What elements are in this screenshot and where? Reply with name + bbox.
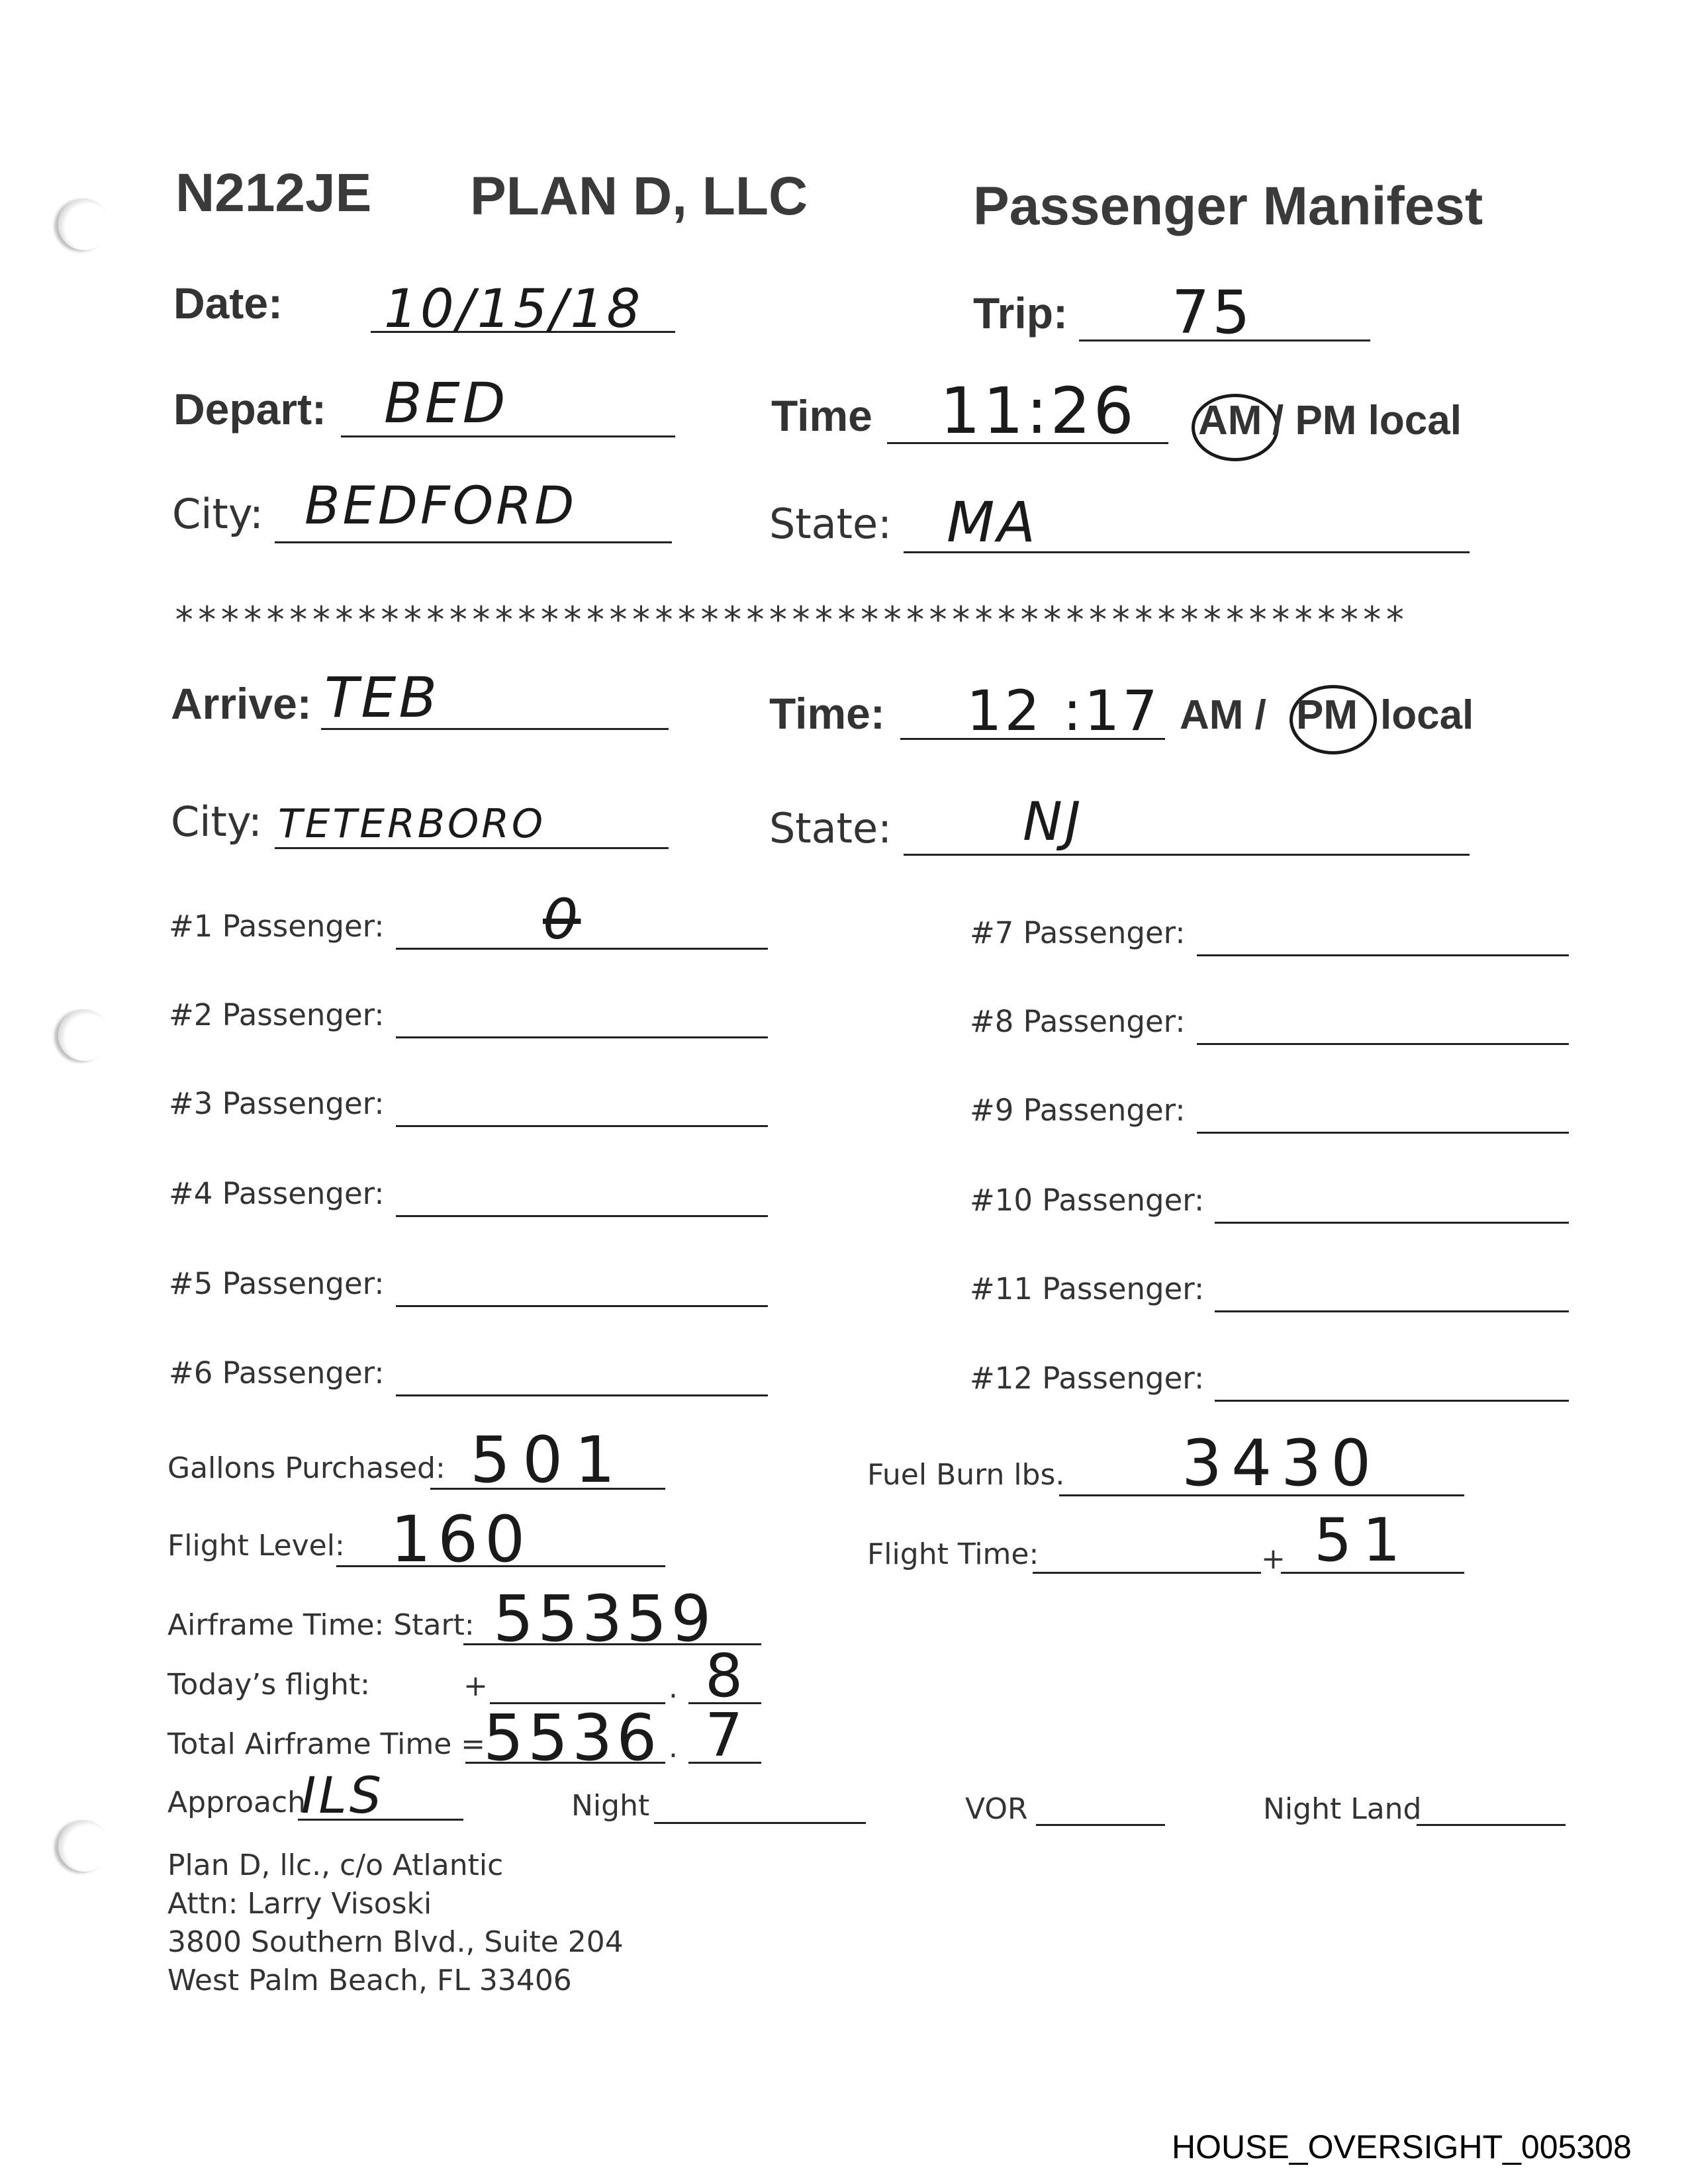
depart-city-field-line bbox=[275, 541, 672, 543]
passenger-field-line bbox=[1215, 1222, 1569, 1224]
trip-value[interactable]: 75 bbox=[1172, 278, 1253, 347]
punch-hole-middle bbox=[58, 1009, 110, 1061]
depart-state-label: State: bbox=[769, 500, 892, 548]
punch-hole-bottom bbox=[58, 1820, 110, 1872]
passenger-label: #6 Passenger: bbox=[169, 1355, 385, 1390]
passenger-field-line bbox=[396, 948, 768, 950]
night-field-line bbox=[654, 1822, 866, 1824]
todays-flight-value[interactable]: 8 bbox=[705, 1641, 746, 1711]
flight-level-value[interactable]: 160 bbox=[391, 1502, 532, 1576]
arrive-city-field-line bbox=[275, 847, 669, 849]
night-land-field-line bbox=[1417, 1824, 1566, 1826]
arrive-state-value[interactable]: NJ bbox=[1023, 791, 1084, 852]
depart-state-value[interactable]: MA bbox=[947, 490, 1038, 555]
arrive-value[interactable]: TEB bbox=[324, 665, 440, 730]
total-airframe-value[interactable]: 5536 bbox=[483, 1701, 661, 1775]
depart-am-option[interactable]: AM bbox=[1198, 398, 1262, 443]
passenger-field-line bbox=[396, 1125, 768, 1127]
form-title: Passenger Manifest bbox=[973, 176, 1483, 236]
passenger-field-line bbox=[396, 1394, 768, 1396]
punch-hole-top bbox=[58, 199, 110, 250]
todays-flight-plus: + bbox=[463, 1669, 488, 1703]
section-separator: ****************************************************** bbox=[173, 599, 1407, 641]
depart-label: Depart: bbox=[173, 385, 327, 433]
passenger-field-line bbox=[1197, 1132, 1569, 1134]
todays-flight-dot: . bbox=[669, 1671, 678, 1705]
approach-value[interactable]: ILS bbox=[301, 1766, 384, 1825]
bates-number: HOUSE_OVERSIGHT_005308 bbox=[1172, 2128, 1632, 2165]
vor-label: VOR bbox=[965, 1792, 1028, 1826]
flight-level-label: Flight Level: bbox=[167, 1529, 345, 1563]
arrive-time-value[interactable]: 12 :17 bbox=[966, 678, 1160, 743]
flight-time-value[interactable]: 51 bbox=[1314, 1506, 1411, 1575]
todays-flight-label: Today’s flight: bbox=[167, 1668, 370, 1702]
arrive-am-option[interactable]: AM / bbox=[1180, 692, 1266, 738]
address-line-1: Plan D, llc., c/o Atlantic bbox=[167, 1848, 504, 1882]
arrive-label: Arrive: bbox=[171, 679, 312, 728]
passenger-1-value[interactable]: 0 bbox=[543, 887, 581, 952]
passenger-label: #7 Passenger: bbox=[970, 915, 1186, 950]
passenger-field-line bbox=[1197, 954, 1569, 956]
approach-label: Approach bbox=[167, 1786, 306, 1819]
passenger-label: #5 Passenger: bbox=[169, 1266, 385, 1301]
date-value[interactable]: 10/15/18 bbox=[384, 278, 643, 340]
date-label: Date: bbox=[173, 279, 283, 328]
passenger-label: #2 Passenger: bbox=[169, 997, 385, 1032]
address-line-2: Attn: Larry Visoski bbox=[167, 1887, 432, 1921]
passenger-label: #1 Passenger: bbox=[169, 909, 385, 944]
trip-label: Trip: bbox=[973, 289, 1068, 338]
passenger-field-line bbox=[396, 1215, 768, 1217]
passenger-label: #10 Passenger: bbox=[970, 1183, 1205, 1218]
gallons-purchased-label: Gallons Purchased: bbox=[167, 1451, 445, 1485]
depart-time-label: Time bbox=[771, 391, 872, 440]
gallons-purchased-value[interactable]: 501 bbox=[470, 1423, 628, 1497]
passenger-field-line bbox=[1215, 1310, 1569, 1312]
passenger-label: #9 Passenger: bbox=[970, 1093, 1186, 1128]
night-land-label: Night Land bbox=[1263, 1792, 1422, 1826]
airframe-start-label: Airframe Time: Start: bbox=[167, 1608, 475, 1642]
company-name: PLAN D, LLC bbox=[470, 166, 808, 226]
address-line-3: 3800 Southern Blvd., Suite 204 bbox=[167, 1925, 624, 1959]
arrive-pm-option[interactable]: PM bbox=[1296, 692, 1358, 738]
address-line-4: West Palm Beach, FL 33406 bbox=[167, 1964, 572, 1997]
depart-time-value[interactable]: 11:26 bbox=[940, 374, 1137, 448]
total-airframe-label: Total Airframe Time = bbox=[167, 1727, 486, 1761]
passenger-label: #3 Passenger: bbox=[169, 1086, 385, 1121]
arrive-state-label: State: bbox=[769, 804, 892, 852]
fuel-burn-value[interactable]: 3430 bbox=[1182, 1426, 1381, 1500]
depart-city-label: City: bbox=[172, 490, 263, 538]
arrive-time-label: Time: bbox=[769, 689, 885, 738]
vor-field-line bbox=[1036, 1824, 1165, 1826]
passenger-label: #4 Passenger: bbox=[169, 1176, 385, 1211]
fuel-burn-label: Fuel Burn lbs. bbox=[867, 1458, 1065, 1492]
passenger-field-line bbox=[1215, 1400, 1569, 1402]
depart-city-value[interactable]: BEDFORD bbox=[305, 477, 577, 536]
depart-pm-local-label: / PM local bbox=[1272, 398, 1462, 443]
passenger-field-line bbox=[396, 1305, 768, 1307]
passenger-label: #11 Passenger: bbox=[970, 1271, 1205, 1306]
arrive-city-label: City: bbox=[171, 797, 262, 846]
airframe-start-value[interactable]: 55359 bbox=[493, 1582, 716, 1656]
passenger-field-line bbox=[1197, 1043, 1569, 1045]
total-airframe-dot: . bbox=[669, 1731, 678, 1764]
arrive-state-field-line bbox=[904, 854, 1470, 856]
depart-field-line bbox=[341, 435, 675, 437]
arrive-local-label: local bbox=[1380, 692, 1474, 738]
depart-value[interactable]: BED bbox=[384, 371, 508, 435]
passenger-label: #12 Passenger: bbox=[970, 1361, 1205, 1396]
flight-time-label: Flight Time: bbox=[867, 1537, 1039, 1571]
flight-time-hours-line bbox=[1033, 1572, 1261, 1574]
passenger-label: #8 Passenger: bbox=[970, 1004, 1186, 1039]
flight-time-plus: + bbox=[1261, 1542, 1286, 1576]
tail-number: N212JE bbox=[175, 163, 372, 223]
total-airframe-decimal-value[interactable]: 7 bbox=[705, 1701, 746, 1770]
arrive-city-value[interactable]: TETERBORO bbox=[278, 801, 546, 847]
passenger-field-line bbox=[396, 1036, 768, 1038]
night-label: Night bbox=[571, 1789, 650, 1823]
